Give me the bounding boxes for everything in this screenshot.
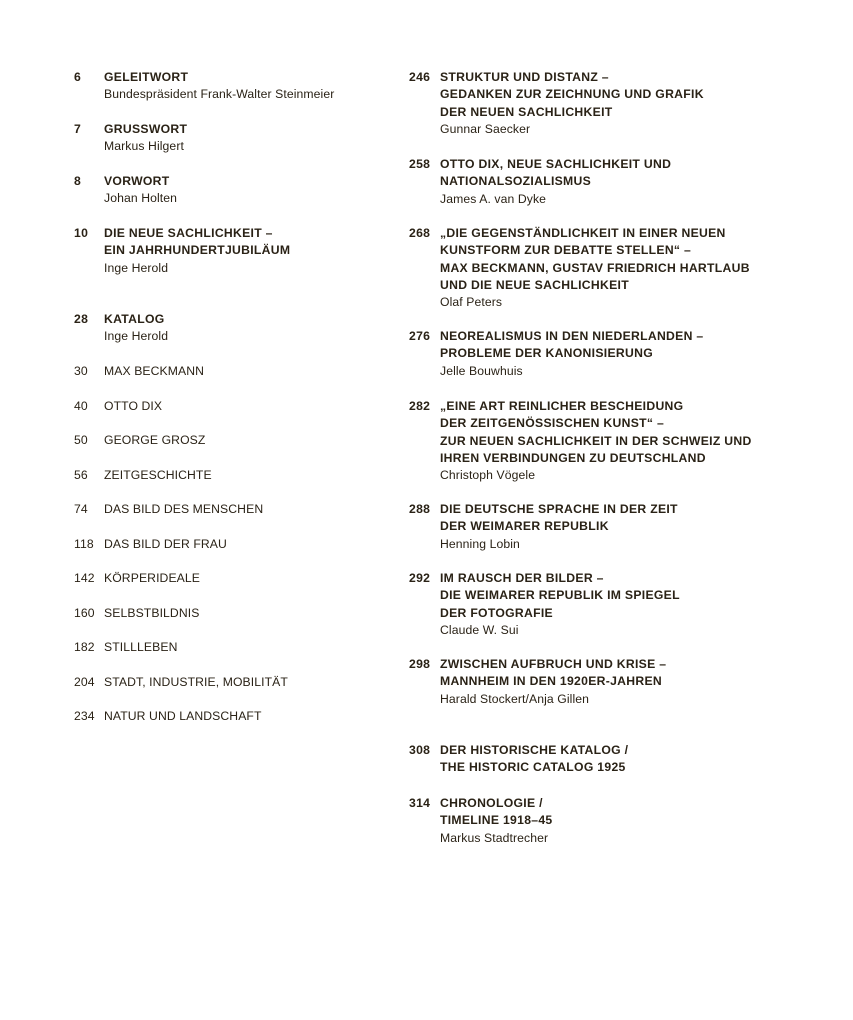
toc-page-number: 246 <box>409 70 431 84</box>
toc-author: Jelle Bouwhuis <box>440 363 523 378</box>
toc-title: ZWISCHEN AUFBRUCH UND KRISE – MANNHEIM IN DEN 1920ER-JAHREN Harald Stockert/Anja Gillen <box>440 656 666 708</box>
toc-page-number: 56 <box>74 468 88 482</box>
toc-author: Gunnar Saecker <box>440 121 531 136</box>
toc-section-title: OTTO DIX <box>104 399 163 413</box>
toc-title: STRUKTUR UND DISTANZ – GEDANKEN ZUR ZEICHNUNG UND GRAFIK DER NEUEN SACHLICHKEIT Gunnar Saecker <box>440 69 704 138</box>
toc-page-number: 314 <box>409 796 431 810</box>
toc-page-number: 234 <box>74 709 95 723</box>
toc-title: KATALOG Inge Herold <box>104 311 168 346</box>
toc-page-number: 292 <box>409 571 431 585</box>
toc-page-number: 258 <box>409 157 431 171</box>
toc-title: GRUSSWORT Markus Hilgert <box>104 121 187 156</box>
toc-page-number: 308 <box>409 743 431 757</box>
toc-title: GELEITWORT Bundespräsident Frank-Walter Steinmeier <box>104 69 334 104</box>
toc-title: CHRONOLOGIE / TIMELINE 1918–45 Markus Stadtrecher <box>440 795 553 847</box>
toc-page-number: 7 <box>74 122 82 136</box>
toc-title: DER HISTORISCHE KATALOG / THE HISTORIC CATALOG 1925 <box>440 743 629 775</box>
toc-page-number: 276 <box>409 329 431 343</box>
toc-author: Olaf Peters <box>440 295 503 310</box>
toc-section-title: KÖRPERIDEALE <box>104 571 201 585</box>
toc-title: „EINE ART REINLICHER BESCHEIDUNG DER ZEITGENÖSSISCHEN KUNST“ – ZUR NEUEN SACHLICHKEIT IN DER SCHWEIZ UND IHREN VERBINDUNGEN ZU DEUTSCHLAND Christoph Vögele <box>440 398 752 484</box>
toc-title: „DIE GEGENSTÄNDLICHKEIT IN EINER NEUEN KUNSTFORM ZUR DEBATTE STELLEN“ – MAX BECKMANN, GUSTAV FRIEDRICH HARTLAUB UND DIE NEUE SACHLICHKEIT Olaf Peters <box>440 225 750 311</box>
toc-page-number: 282 <box>409 399 431 413</box>
toc-author: James A. van Dyke <box>440 191 547 206</box>
toc-author: Claude W. Sui <box>440 622 519 637</box>
toc-title: IM RAUSCH DER BILDER – DIE WEIMARER REPUBLIK IM SPIEGEL DER FOTOGRAFIE Claude W. Sui <box>440 570 680 639</box>
toc-section-title: DAS BILD DER FRAU <box>104 537 227 551</box>
toc-page-number: 30 <box>74 364 88 378</box>
toc-author: Bundespräsident Frank-Walter Steinmeier <box>104 87 335 102</box>
toc-page-number: 182 <box>74 640 95 654</box>
toc-page-number: 74 <box>74 502 88 516</box>
toc-page-number: 8 <box>74 174 82 188</box>
toc-title: VORWORT Johan Holten <box>104 173 177 208</box>
toc-author: Henning Lobin <box>440 536 520 551</box>
toc-author: Johan Holten <box>104 191 178 206</box>
toc-page-number: 142 <box>74 571 95 585</box>
toc-page-number: 160 <box>74 606 95 620</box>
toc-title: OTTO DIX, NEUE SACHLICHKEIT UND NATIONALSOZIALISMUS James A. van Dyke <box>440 156 671 208</box>
toc-page-number: 288 <box>409 502 431 516</box>
toc-section-title: ZEITGESCHICHTE <box>104 468 212 482</box>
toc-page-number: 28 <box>74 312 89 326</box>
toc-page-number: 268 <box>409 226 431 240</box>
toc-author: Inge Herold <box>104 260 169 275</box>
toc-title: DIE DEUTSCHE SPRACHE IN DER ZEIT DER WEIMARER REPUBLIK Henning Lobin <box>440 501 678 553</box>
toc-author: Harald Stockert/Anja Gillen <box>440 691 590 706</box>
toc-section-title: GEORGE GROSZ <box>104 433 206 447</box>
toc-page-number: 204 <box>74 675 95 689</box>
toc-author: Inge Herold <box>104 329 169 344</box>
toc-page-number: 10 <box>74 226 89 240</box>
toc-page-number: 298 <box>409 657 431 671</box>
toc-page-number: 118 <box>74 537 94 551</box>
toc-section-title: STADT, INDUSTRIE, MOBILITÄT <box>104 675 288 689</box>
toc-section-title: MAX BECKMANN <box>104 364 205 378</box>
toc-title: DIE NEUE SACHLICHKEIT – EIN JAHRHUNDERTJUBILÄUM Inge Herold <box>104 225 290 277</box>
toc-section-title: STILLLEBEN <box>104 640 178 654</box>
toc-section-title: SELBSTBILDNIS <box>104 606 200 620</box>
toc-author: Markus Stadtrecher <box>440 830 549 845</box>
toc-title: NEOREALISMUS IN DEN NIEDERLANDEN – PROBLEME DER KANONISIERUNG Jelle Bouwhuis <box>440 328 703 380</box>
toc-section-title: NATUR UND LANDSCHAFT <box>104 709 262 723</box>
toc-author: Christoph Vögele <box>440 468 536 483</box>
toc-page-number: 40 <box>74 399 88 413</box>
toc-page-number: 6 <box>74 70 82 84</box>
toc-page-number: 50 <box>74 433 88 447</box>
toc-section-title: DAS BILD DES MENSCHEN <box>104 502 264 516</box>
toc-author: Markus Hilgert <box>104 139 184 154</box>
